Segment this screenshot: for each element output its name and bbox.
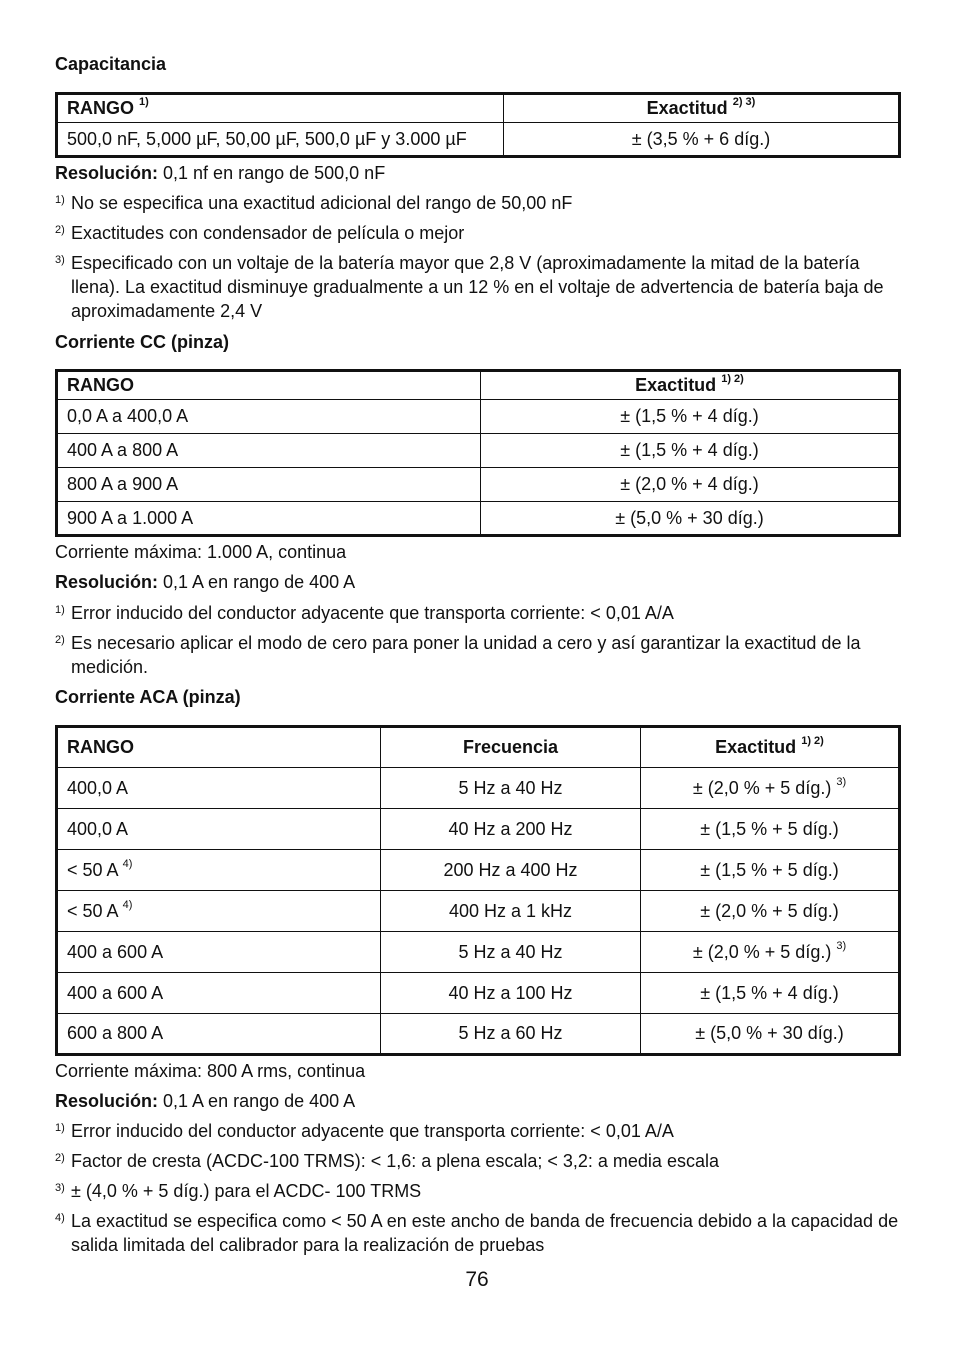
footnote: 3) ± (4,0 % + 5 díg.) para el ACDC- 100 TRMS — [55, 1181, 422, 1201]
table-header-row — [57, 727, 900, 768]
capacitance-resolution: Resolución: 0,1 nf en rango de 500,0 nF — [55, 163, 386, 183]
accuracy-cell: ± (1,5 % + 5 díg.) — [641, 850, 900, 891]
range-header: RANGO — [57, 727, 381, 768]
frequency-cell: 5 Hz a 60 Hz — [381, 1014, 641, 1055]
table-row — [57, 1014, 900, 1055]
footnote: 1) No se especifica una exactitud adicional del rango de 50,00 nF — [55, 193, 573, 213]
range-cell: 500,0 nF, 5,000 µF, 50,00 µF, 500,0 µF y 3.000 µF — [57, 123, 504, 157]
footnote: 3) Especificado con un voltaje de la batería mayor que 2,8 V (aproximadamente la mitad de la batería llena). La exactitud disminuye gradualmente a un 12 % en el voltaje de advertencia de batería baja de aproximadamente 2,4 V — [55, 253, 884, 321]
table-row — [57, 768, 900, 809]
range-header: RANGO $^{1)}$ — [57, 94, 504, 123]
table-row — [57, 434, 900, 468]
table-header-row — [57, 94, 900, 123]
accuracy-header: Exactitud $^{2) 3)}$ — [504, 94, 900, 123]
accuracy-cell: ± (2,0 % + 4 díg.) — [481, 468, 900, 502]
range-cell: < 50 A $^{4)}$ — [57, 891, 381, 932]
table-row — [57, 891, 900, 932]
accuracy-cell: ± (5,0 % + 30 díg.) — [481, 502, 900, 536]
ac-current-heading: Corriente ACA (pinza) — [55, 687, 241, 707]
accuracy-cell: ± (1,5 % + 4 díg.) — [481, 400, 900, 434]
footnote: 4) La exactitud se especifica como < 50 A en este ancho de banda de frecuencia debido a la capacidad de salida limitada del calibrador para la realización de pruebas — [55, 1211, 899, 1255]
ac-current-table — [55, 725, 901, 1056]
frequency-cell: 200 Hz a 400 Hz — [381, 850, 641, 891]
range-cell: 400,0 A — [57, 809, 381, 850]
accuracy-cell: ± (2,0 % + 5 díg.) $^{3)}$ — [641, 932, 900, 973]
accuracy-cell: ± (3,5 % + 6 díg.) — [504, 123, 900, 157]
accuracy-header: Exactitud $^{1) 2)}$ — [641, 727, 900, 768]
range-cell: 900 A a 1.000 A — [57, 502, 481, 536]
range-header: RANGO — [57, 371, 481, 400]
accuracy-cell: ± (1,5 % + 4 díg.) — [641, 973, 900, 1014]
range-cell: 800 A a 900 A — [57, 468, 481, 502]
frequency-cell: 5 Hz a 40 Hz — [381, 768, 641, 809]
footnote: 1) Error inducido del conductor adyacente que transporta corriente: < 0,01 A/A — [55, 603, 674, 623]
footnote: 2) Factor de cresta (ACDC-100 TRMS): < 1,6: a plena escala; < 3,2: a media escala — [55, 1151, 719, 1171]
ac-max-current: Corriente máxima: 800 A rms, continua — [55, 1061, 366, 1081]
table-row — [57, 932, 900, 973]
range-cell: 400 A a 800 A — [57, 434, 481, 468]
table-header-row — [57, 371, 900, 400]
footnote: 2) Es necesario aplicar el modo de cero para poner la unidad a cero y así garantizar la exactitud de la medición. — [55, 633, 861, 677]
table-row — [57, 809, 900, 850]
capacitance-heading: Capacitancia — [55, 54, 167, 74]
footnote: 1) Error inducido del conductor adyacente que transporta corriente: < 0,01 A/A — [55, 1121, 674, 1141]
dc-current-heading: Corriente CC (pinza) — [55, 332, 230, 352]
range-cell: 400 a 600 A — [57, 932, 381, 973]
page-number: 76 — [465, 1268, 489, 1291]
footnote: 2) Exactitudes con condensador de película o mejor — [55, 223, 465, 243]
dc-current-table — [55, 369, 901, 537]
frequency-cell: 40 Hz a 100 Hz — [381, 973, 641, 1014]
range-cell: 400,0 A — [57, 768, 381, 809]
capacitance-table — [55, 92, 901, 158]
dc-resolution: Resolución: 0,1 A en rango de 400 A — [55, 572, 356, 592]
table-row — [57, 468, 900, 502]
ac-resolution: Resolución: 0,1 A en rango de 400 A — [55, 1091, 356, 1111]
accuracy-cell: ± (1,5 % + 4 díg.) — [481, 434, 900, 468]
accuracy-cell: ± (1,5 % + 5 díg.) — [641, 809, 900, 850]
table-row — [57, 123, 900, 157]
accuracy-cell: ± (2,0 % + 5 díg.) — [641, 891, 900, 932]
table-row — [57, 973, 900, 1014]
frequency-header: Frecuencia — [381, 727, 641, 768]
frequency-cell: 40 Hz a 200 Hz — [381, 809, 641, 850]
accuracy-cell: ± (2,0 % + 5 díg.) $^{3)}$ — [641, 768, 900, 809]
page-content — [55, 50, 902, 1257]
range-cell: 400 a 600 A — [57, 973, 381, 1014]
range-cell: 600 a 800 A — [57, 1014, 381, 1055]
range-cell: < 50 A $^{4)}$ — [57, 850, 381, 891]
frequency-cell: 5 Hz a 40 Hz — [381, 932, 641, 973]
accuracy-cell: ± (5,0 % + 30 díg.) — [641, 1014, 900, 1055]
accuracy-header: Exactitud $^{1) 2)}$ — [481, 371, 900, 400]
frequency-cell: 400 Hz a 1 kHz — [381, 891, 641, 932]
table-row — [57, 400, 900, 434]
range-cell: 0,0 A a 400,0 A — [57, 400, 481, 434]
table-row — [57, 850, 900, 891]
table-row — [57, 502, 900, 536]
dc-max-current: Corriente máxima: 1.000 A, continua — [55, 542, 347, 562]
